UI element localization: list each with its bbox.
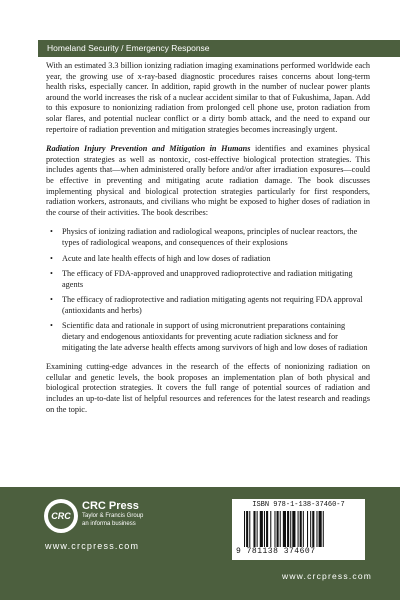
list-item: • Scientific data and rationale in support of using micronutrient preparations containing dietary and endogenous antioxidants for preventing acute radiation sickness and for mitigating the late adverse health effects among survivors of high and low doses of radiation <box>50 321 368 352</box>
barcode-bar <box>244 511 245 547</box>
book-title: Radiation Injury Prevention and Mitigation in Humans <box>46 144 251 154</box>
barcode-bar <box>283 511 286 547</box>
bullet-icon: • <box>50 253 53 263</box>
bullet-icon: • <box>50 295 53 305</box>
barcode-bar <box>312 511 314 547</box>
barcode-digits: 9 781138 374607 <box>236 547 316 556</box>
category-label: Homeland Security / Emergency Response <box>47 43 210 53</box>
barcode-icon <box>244 511 353 547</box>
bullet-icon: • <box>50 321 53 331</box>
list-item: • Physics of ionizing radiation and radiological weapons, principles of nuclear reactors, the types of radiological weapons, and consequences of their explosions <box>50 227 358 247</box>
publisher-url-right[interactable]: www.crcpress.com <box>282 571 373 581</box>
barcode-bar <box>249 511 250 547</box>
description-text: identifies and examines physical protection strategies as well as nontoxic, cost-effective biological protection strategies. This includes agents that—when administered orally before and/or after irradiation exposures—could be effective in preventing and mitigating acute radiation damage. The book discusses implementing physical and biological protection strategies particularly for first responders, radiation workers, astronauts, and civilians who might be exposed to higher doses of radiation in the course of their activities. The book describes: <box>46 144 371 217</box>
barcode-bar <box>277 511 279 547</box>
barcode-bar <box>307 511 308 547</box>
publisher-group: Taylor & Francis Group <box>82 513 144 519</box>
barcode-bar <box>257 511 258 547</box>
publisher-tagline: an informa business <box>82 520 136 527</box>
barcode-bar <box>270 511 271 547</box>
barcode-bar <box>246 511 248 547</box>
barcode-bar <box>260 511 263 547</box>
bullet-icon: • <box>50 269 53 279</box>
barcode-bar <box>287 511 289 547</box>
barcode-bar <box>266 511 268 547</box>
barcode-bar <box>264 511 265 547</box>
list-item: • The efficacy of radioprotective and radiation mitigating agents not requiring FDA approval (antioxidants and herbs) <box>50 295 363 315</box>
top-margin <box>0 0 400 40</box>
barcode-bar <box>298 511 299 547</box>
back-cover-text <box>46 61 370 424</box>
publisher-name: CRC Press <box>82 500 139 512</box>
topics-list <box>46 227 370 353</box>
publisher-url-left[interactable]: www.crcpress.com <box>45 541 140 551</box>
barcode-bar <box>292 511 295 547</box>
isbn-label: ISBN 978-1-138-37460-7 <box>252 501 345 509</box>
logo-text: CRC <box>48 503 74 529</box>
crc-logo-icon <box>44 499 78 533</box>
barcode-bar <box>319 511 322 547</box>
list-item: • The efficacy of FDA-approved and unapproved radioprotective and radiation mitigating agents <box>50 269 353 289</box>
intro-paragraph: With an estimated 3.3 billion ionizing radiation imaging examinations performed worldwide each year, the growing use of x-ray-based diagnostic procedures raises concerns about long-term health risks, especially cancer. In addition, rapid growth in the number of nuclear power plants around the world increases the risk of a nuclear accident similar to that of Fukushima, Japan. Add to this exposure to nonionizing radiation from prolonged cell phone use, proton radiation from solar flares, and potential nuclear conflict or a dirty bomb attack, and the need to expand our repertoire of radiation prevention and mitigation strategies becomes increasingly urgent. <box>46 61 370 134</box>
barcode-box <box>232 499 365 560</box>
barcode-bar <box>323 511 324 547</box>
category-bar <box>38 40 400 57</box>
publisher-block <box>82 500 143 528</box>
barcode-bar <box>274 511 275 547</box>
closing-paragraph: Examining cutting-edge advances in the research of the effects of nonionizing radiation on cellular and genetic levels, the book proposes an implementation plan of both physical and biological protection strategies. It covers the full range of potential sources of radiation and includes an up-to-date list of helpful resources and references for the latest research and readings on the topic. <box>46 362 370 414</box>
list-item: • Acute and late health effects of high and low doses of radiation <box>50 253 271 263</box>
barcode-bar <box>253 511 255 547</box>
barcode-bar <box>290 511 291 547</box>
barcode-bar <box>303 511 304 547</box>
barcode-bar <box>310 511 311 547</box>
description-paragraph <box>46 144 370 218</box>
barcode-bar <box>280 511 281 547</box>
barcode-bar <box>316 511 317 547</box>
barcode-bar <box>300 511 302 547</box>
bullet-icon: • <box>50 227 53 237</box>
